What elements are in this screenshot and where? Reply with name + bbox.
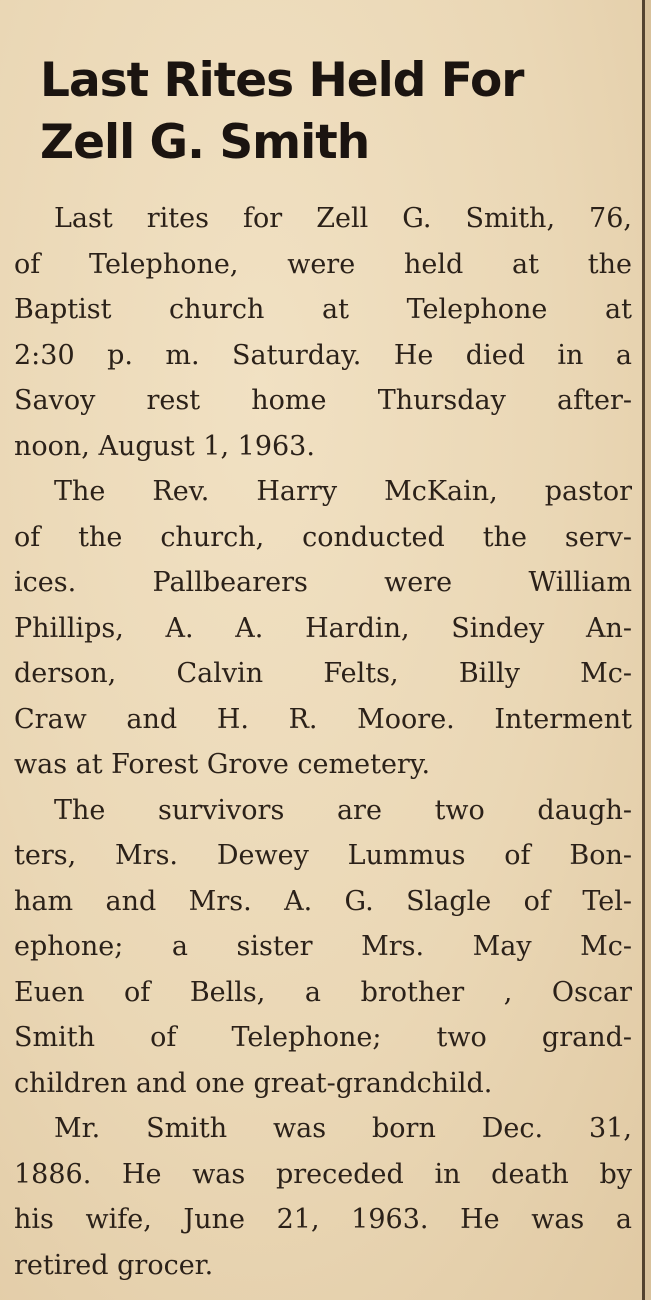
clipping-edge-shadow	[645, 0, 651, 1300]
paragraph-survivors	[14, 788, 632, 1107]
text-line: Last rites for Zell G. Smith, 76,	[54, 203, 632, 234]
paragraph-service	[14, 196, 632, 469]
text-line: The survivors are two daugh-	[54, 794, 632, 826]
article-body	[14, 196, 632, 1288]
text-line: ham and Mrs. A. G. Slagle of Tel-	[14, 885, 632, 917]
headline-line: Zell G. Smith	[40, 115, 370, 170]
text-line: Phillips, A. A. Hardin, Sindey An-	[14, 612, 632, 644]
column-rule	[642, 0, 645, 1300]
text-line: Mr. Smith was born Dec. 31,	[54, 1113, 632, 1144]
text-line: 1886. He was preceded in death by	[14, 1158, 632, 1190]
text-line: of the church, conducted the serv-	[14, 521, 632, 553]
paragraph-pallbearers	[14, 469, 632, 788]
text-line: Euen of Bells, a brother , Oscar	[14, 976, 632, 1008]
text-line: retired grocer.	[14, 1249, 214, 1281]
paragraph-biography	[14, 1106, 632, 1288]
text-line: Baptist church at Telephone at	[14, 294, 632, 325]
text-line: Smith of Telephone; two grand-	[14, 1022, 632, 1053]
text-line: noon, August 1, 1963.	[14, 430, 315, 462]
headline	[40, 50, 620, 174]
text-line: ices. Pallbearers were William	[14, 567, 632, 598]
text-line: 2:30 p. m. Saturday. He died in a	[14, 339, 632, 371]
text-line: Craw and H. R. Moore. Interment	[14, 703, 632, 735]
text-line: of Telephone, were held at the	[14, 248, 632, 280]
text-line: was at Forest Grove cemetery.	[14, 749, 431, 780]
text-line: his wife, June 21, 1963. He was a	[14, 1204, 632, 1235]
text-line: derson, Calvin Felts, Billy Mc-	[14, 658, 632, 689]
text-line: children and one great-grandchild.	[14, 1067, 493, 1099]
text-line: ters, Mrs. Dewey Lummus of Bon-	[14, 840, 632, 871]
text-line: Savoy rest home Thursday after-	[14, 385, 632, 416]
text-line: ephone; a sister Mrs. May Mc-	[14, 931, 632, 962]
headline-line: Last Rites Held For	[40, 53, 524, 108]
text-line: The Rev. Harry McKain, pastor	[54, 476, 632, 507]
